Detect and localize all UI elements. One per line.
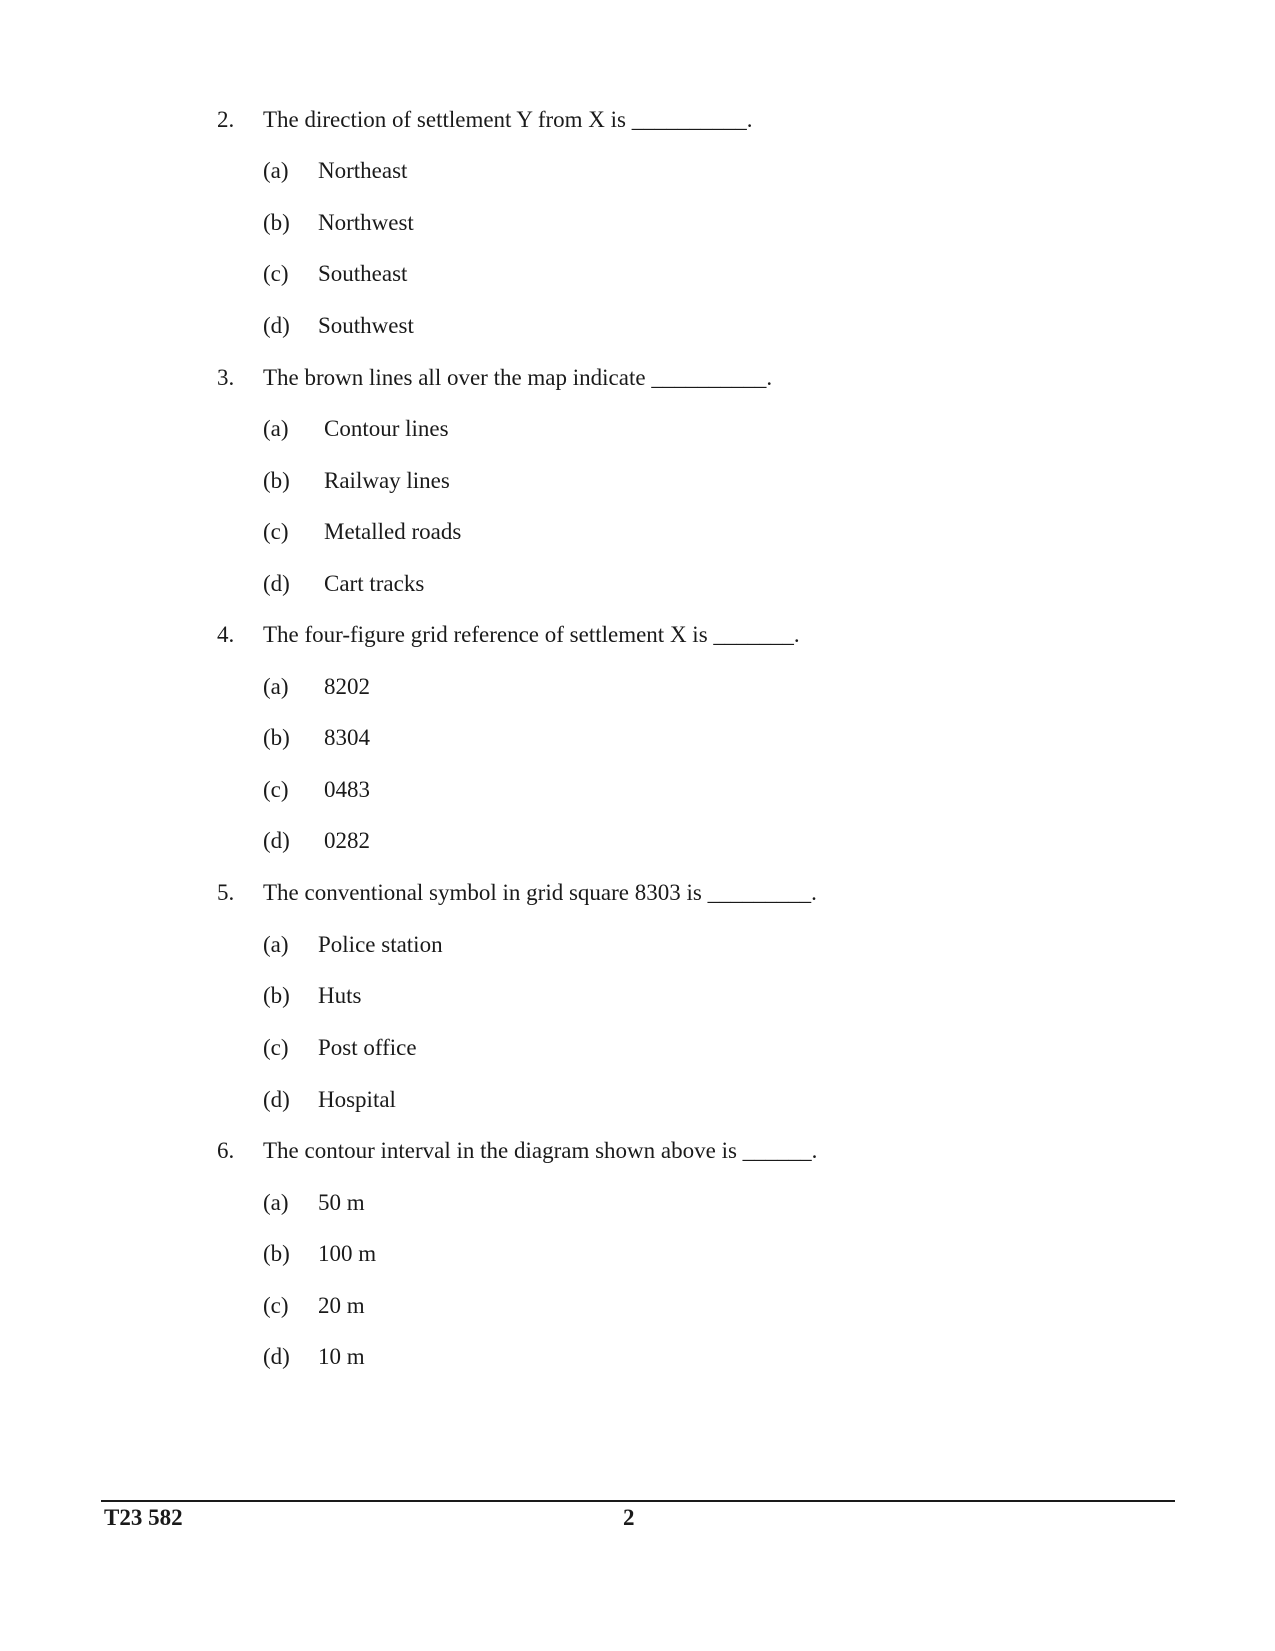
option-label: (d) (263, 1087, 290, 1112)
option-label: (c) (263, 1293, 289, 1318)
option-text: Southwest (318, 313, 414, 338)
option-label: (a) (263, 416, 289, 441)
option-text: Metalled roads (324, 519, 462, 544)
option-label: (d) (263, 1344, 290, 1369)
option-label: (a) (263, 1190, 289, 1215)
option-text: 8304 (324, 725, 370, 750)
option-text: Hospital (318, 1087, 396, 1112)
question-number: 4. (217, 622, 235, 647)
option-text: Northeast (318, 158, 408, 183)
question-text: The contour interval in the diagram shown above is ______. (263, 1138, 818, 1163)
option-text: 20 m (318, 1293, 365, 1318)
option-text: Cart tracks (324, 571, 425, 596)
question-text: The direction of settlement Y from X is __________. (263, 107, 753, 132)
option-label: (c) (263, 1035, 289, 1060)
option-text: 10 m (318, 1344, 365, 1369)
option-label: (d) (263, 828, 290, 853)
option-text: 0483 (324, 777, 370, 802)
footer-divider (101, 1500, 1175, 1502)
page-number: 2 (623, 1505, 635, 1530)
option-text: 0282 (324, 828, 370, 853)
option-text: Police station (318, 932, 443, 957)
question-number: 2. (217, 107, 235, 132)
option-label: (c) (263, 777, 289, 802)
question-text: The brown lines all over the map indicate __________. (263, 365, 773, 390)
option-text: Contour lines (324, 416, 449, 441)
option-label: (d) (263, 571, 290, 596)
option-label: (b) (263, 468, 290, 493)
question-text: The four-figure grid reference of settlement X is _______. (263, 622, 800, 647)
option-text: Northwest (318, 210, 414, 235)
option-label: (c) (263, 261, 289, 286)
option-text: 8202 (324, 674, 370, 699)
option-label: (a) (263, 932, 289, 957)
option-text: Southeast (318, 261, 408, 286)
option-label: (c) (263, 519, 289, 544)
option-text: 50 m (318, 1190, 365, 1215)
question-text: The conventional symbol in grid square 8303 is _________. (263, 880, 817, 905)
exam-code: T23 582 (104, 1505, 183, 1530)
option-label: (a) (263, 674, 289, 699)
question-number: 6. (217, 1138, 235, 1163)
question-number: 3. (217, 365, 235, 390)
option-text: 100 m (318, 1241, 377, 1266)
option-label: (b) (263, 210, 290, 235)
option-label: (d) (263, 313, 290, 338)
option-text: Post office (318, 1035, 417, 1060)
option-label: (a) (263, 158, 289, 183)
option-label: (b) (263, 1241, 290, 1266)
question-number: 5. (217, 880, 235, 905)
option-text: Huts (318, 983, 362, 1008)
option-label: (b) (263, 983, 290, 1008)
option-label: (b) (263, 725, 290, 750)
option-text: Railway lines (324, 468, 450, 493)
